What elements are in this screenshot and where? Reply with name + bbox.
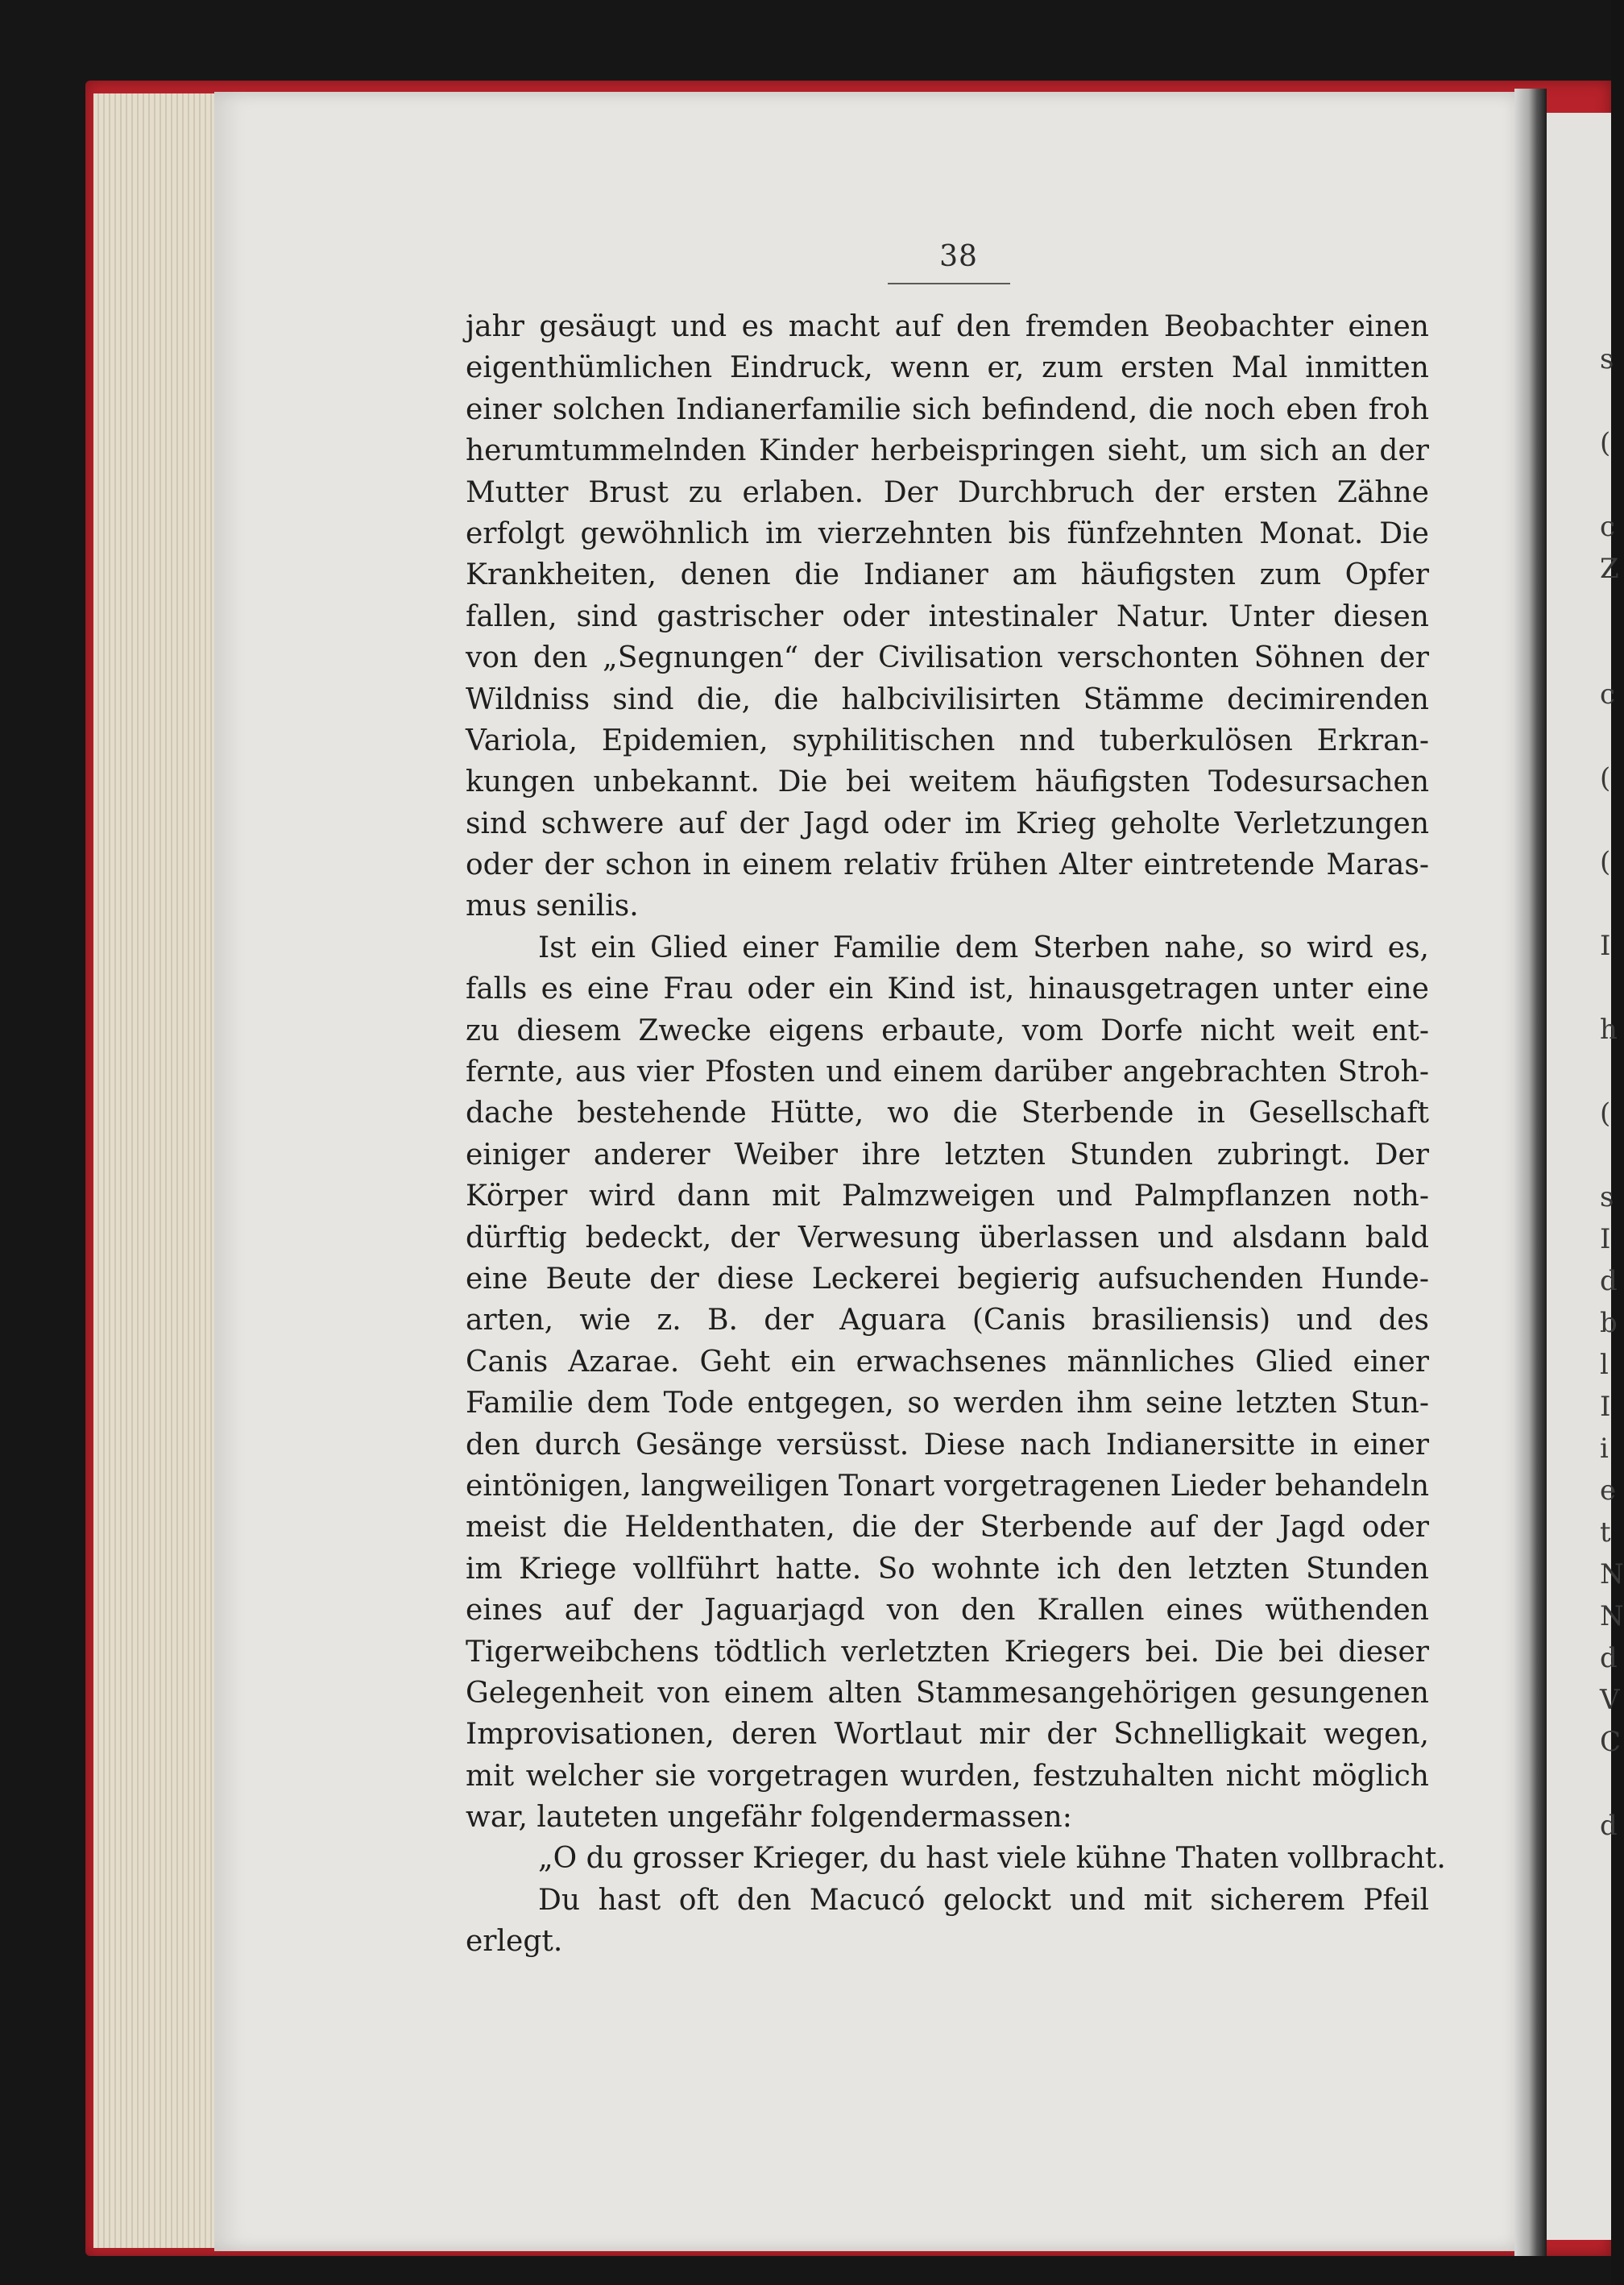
- text-line: Gelegenheit von einem alten Stammesangehörigen gesungenen: [466, 1676, 1429, 1710]
- text-line: Du hast oft den Macucó gelockt und mit sicherem Pfeil: [538, 1883, 1429, 1917]
- text-line: Körper wird dann mit Palmzweigen und Palmpflanzen noth-: [466, 1180, 1429, 1213]
- text-line: falls es eine Frau oder ein Kind ist, hinausgetragen unter eine: [466, 972, 1429, 1006]
- text-line: dache bestehende Hütte, wo die Sterbende in Gesellschaft: [466, 1097, 1429, 1130]
- text-line: einer solchen Indianerfamilie sich befindend, die noch eben froh: [466, 392, 1429, 426]
- text-line: einiger anderer Weiber ihre letzten Stunden zubringt. Der: [466, 1138, 1429, 1172]
- text-line: dürftig bedeckt, der Verwesung überlassen und alsdann bald: [466, 1221, 1429, 1254]
- text-line: mit welcher sie vorgetragen wurden, festzuhalten nicht möglich: [466, 1759, 1429, 1793]
- text-line: kungen unbekannt. Die bei weitem häufigsten Todesursachen: [466, 765, 1429, 799]
- text-line: sind schwere auf der Jagd oder im Krieg geholte Verletzungen: [466, 807, 1429, 840]
- facing-page-fragments: s ( c Z c ( ( I h ( s I d b l I i e t N N d V C d: [1600, 343, 1624, 1842]
- text-line: Improvisationen, deren Wortlaut mir der Schnelligkait wegen,: [466, 1718, 1429, 1752]
- text-line: Tigerweibchens tödtlich verletzten Kriegers bei. Die bei dieser: [466, 1635, 1429, 1669]
- text-line: Ist ein Glied einer Familie dem Sterben nahe, so wird es,: [538, 931, 1429, 964]
- text-line: von den „Segnungen“ der Civilisation verschonten Söhnen der: [466, 641, 1429, 675]
- text-line: herumtummelnden Kinder herbeispringen sieht, um sich an der: [466, 434, 1429, 468]
- text-line: eintönigen, langweiligen Tonart vorgetragenen Lieder behandeln: [466, 1469, 1429, 1503]
- text-line: war, lauteten ungefähr folgendermassen:: [466, 1801, 1072, 1835]
- text-line: „O du grosser Krieger, du hast viele kühne Thaten vollbracht.: [538, 1842, 1446, 1876]
- page-number-rule: [888, 283, 1010, 284]
- text-line: Wildniss sind die, die halbcivilisirten Stämme decimirenden: [466, 682, 1429, 716]
- text-line: erfolgt gewöhnlich im vierzehnten bis fünfzehnten Monat. Die: [466, 516, 1429, 550]
- text-line: Variola, Epidemien, syphilitischen nnd tuberkulösen Erkran-: [466, 724, 1429, 757]
- text-line: fallen, sind gastrischer oder intestinaler Natur. Unter diesen: [466, 599, 1429, 633]
- text-line: fernte, aus vier Pfosten und einem darüber angebrachten Stroh-: [466, 1055, 1429, 1089]
- book-gutter: [1514, 89, 1547, 2256]
- text-line: im Kriege vollführt hatte. So wohnte ich den letzten Stunden: [466, 1552, 1429, 1586]
- page-edges-stack: [93, 93, 222, 2248]
- text-line: arten, wie z. B. der Aguara (Canis brasiliensis) und des: [466, 1304, 1429, 1337]
- text-line: oder der schon in einem relativ frühen Alter eintretende Maras-: [466, 848, 1429, 882]
- text-line: erlegt.: [466, 1925, 563, 1959]
- text-line: den durch Gesänge versüsst. Diese nach Indianersitte in einer: [466, 1428, 1429, 1462]
- text-line: jahr gesäugt und es macht auf den fremden Beobachter einen: [466, 310, 1429, 343]
- text-line: eigenthümlichen Eindruck, wenn er, zum ersten Mal inmitten: [466, 351, 1429, 385]
- text-line: eines auf der Jaguarjagd von den Krallen eines wüthenden: [466, 1594, 1429, 1628]
- text-line: mus senilis.: [466, 890, 639, 923]
- body-text: [466, 306, 1446, 1963]
- text-line: Mutter Brust zu erlaben. Der Durchbruch der ersten Zähne: [466, 475, 1429, 509]
- text-line: eine Beute der diese Leckerei begierig aufsuchenden Hunde-: [466, 1262, 1429, 1296]
- page-number: 38: [939, 240, 978, 273]
- text-line: Familie dem Tode entgegen, so werden ihm seine letzten Stun-: [466, 1387, 1429, 1420]
- text-line: zu diesem Zwecke eigens erbaute, vom Dorfe nicht weit ent-: [466, 1014, 1429, 1047]
- text-line: Krankheiten, denen die Indianer am häufigsten zum Opfer: [466, 558, 1429, 592]
- text-line: meist die Heldenthaten, die der Sterbende auf der Jagd oder: [466, 1511, 1429, 1545]
- text-line: Canis Azarae. Geht ein erwachsenes männliches Glied einer: [466, 1345, 1429, 1379]
